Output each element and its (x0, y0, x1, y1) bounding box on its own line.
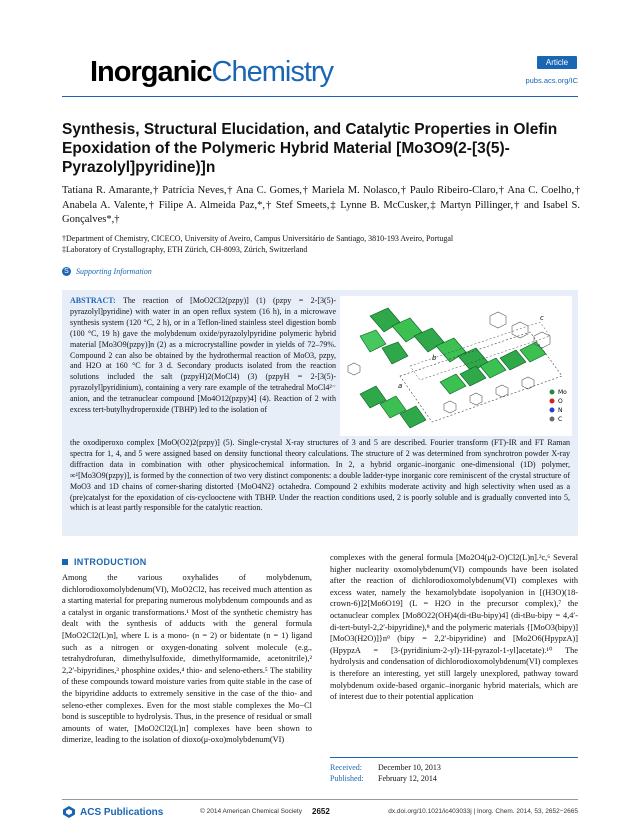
abstract-label: ABSTRACT: (70, 296, 116, 305)
supporting-info-link[interactable] (62, 267, 152, 276)
polyhedra-chain-lower (360, 386, 426, 428)
doi-citation[interactable]: dx.doi.org/10.1021/ic403033j | Inorg. Chem. 2014, 53, 2652−2665 (388, 808, 578, 815)
axis-label-c: c (540, 314, 544, 322)
received-date: December 10, 2013 (378, 763, 441, 772)
article-title: Synthesis, Structural Elucidation, and Catalytic Properties in Olefin Epoxidation of the Polymeric Hybrid Material [Mo3O9(2-[3(5)-Pyrazolyl]pyridine)]n (62, 121, 558, 176)
legend-dot-n (550, 408, 555, 413)
copyright: © 2014 American Chemical Society (200, 808, 302, 815)
abstract-text-side (70, 296, 336, 416)
affiliation-2: ‡Laboratory of Crystallography, ETH Zürich, CH-8093, Zürich, Switzerland (62, 245, 308, 254)
received-label: Received: (330, 763, 362, 772)
axis-label-a: a (398, 382, 403, 390)
affiliations (62, 233, 580, 255)
abstract-body-side: The reaction of [MoO2Cl2(pzpy)] (1) (pzpy = 2-[3(5)-pyrazolyl]pyridine) with water in an open reflux system (16 h), in a microwave synthesis system (120 °C, 2 h), or in a Teflon-lined stainless steel digestion bomb (100 °C, 19 h) gave the molybdenum oxide/pyrazolylpyridine polymeric hybrid material [Mo3O9(pzpy)]n (2) as a microcrystalline powder in yields of 72–79%. Compound 2 can also be obtained by the hydrothermal reaction of MoO3, pzpy, and H2O at 160 °C for 3 d. Secondary products isolated from the reaction solutions included the salt (pzpyH)2(MoCl4) (3) (pzpyH = 2-[3(5)-pyrazolyl]pyridinium), containing a very rare example of the tetrahedral MoCl4²⁻ anion, and the tetranuclear compound [Mo4O12(pzpy)4] (4). Reaction of 2 with excess tert-butylhydroperoxide (TBHP) led to the isolation of (70, 296, 336, 415)
affiliation-1: †Department of Chemistry, CICECO, University of Aveiro, Campus Universitário de Santiago, 3810-193 Aveiro, Portugal (62, 234, 454, 243)
supporting-info-icon: S (62, 267, 71, 276)
publication-dates (330, 762, 441, 784)
legend-label-mo: Mo (558, 389, 567, 396)
author-list: Tatiana R. Amarante,† Patrícia Neves,† Ana C. Gomes,† Mariela M. Nolasco,† Paulo Ribeiro-Claro,† Ana C. Coelho,† Anabela A. Valente,† Filipe A. Almeida Paz,*,† Stef Smeets,‡ Lynne B. McCusker,‡ Martyn Pillinger,† and Isabel S. Gonçalves*,† (62, 185, 580, 225)
journal-link[interactable]: pubs.acs.org/IC (525, 76, 578, 85)
crystal-structure-figure (340, 296, 572, 436)
published-date: February 12, 2014 (378, 774, 437, 783)
legend-label-n: N (558, 407, 563, 414)
legend-label-o: O (558, 398, 563, 405)
intro-heading-text: INTRODUCTION (74, 557, 147, 567)
acs-publications-logo[interactable] (62, 805, 163, 819)
dates-divider (330, 757, 578, 758)
section-square-icon (62, 559, 68, 565)
supporting-info-label: Supporting Information (76, 267, 152, 276)
intro-column-right: complexes with the general formula [Mo2O4(μ2-O)Cl2(L)n].²c,⁶ Several higher nuclearity oxomolybdenum(VI) compounds have been isolated after the reaction of dichlorodioxomolybdenum(VI) complexes with excess water, namely the hexamolybdate isopolyanion in [(H3O)(18-crown-6)]2[Mo6O19] (L = H2O in the precursor complex),⁷ the octanuclear complex [Mo8O22(OH)4(di-tBu-bipy)4] (di-tBu-bipy = 4,4′-di-tert-butyl-2,2′-bipyridine),⁸ and the polymeric materials {[MoO3(bipy)][MoO3(H2O)]}n⁹ (bipy = 2,2′-bipyridine) and [Mo2O6(HpypzA)] (HpypzA = [3-(pyridinium-2-yl)-1H-pyrazol-1-yl]acetate).¹⁰ The hydrolysis and condensation of dichlorodioxomolybdenum(VI) complexes is therefore an interesting, yet still largely unexplored, pathway toward molybdenum oxide-based organic–inorganic hybrid materials, which are of interest due to their potential application (330, 553, 578, 702)
header-divider (62, 96, 578, 97)
article-badge: Article (537, 56, 577, 69)
atom-legend (550, 389, 568, 423)
legend-dot-o (550, 399, 555, 404)
acs-logo-icon (62, 805, 76, 819)
journal-title (90, 54, 333, 90)
legend-label-c: C (558, 416, 563, 423)
page-number: 2652 (312, 807, 330, 816)
publisher-name: ACS Publications (80, 806, 164, 818)
journal-title-part2: Chemistry (211, 56, 334, 88)
journal-title-part1: Inorganic (90, 56, 212, 88)
footer-divider (62, 799, 578, 800)
legend-dot-mo (550, 390, 555, 395)
intro-heading (62, 557, 147, 567)
legend-dot-c (550, 417, 555, 422)
published-label: Published: (330, 774, 364, 783)
axis-label-b: b (432, 354, 437, 362)
abstract-text-full: the oxodiperoxo complex [MoO(O2)2(pzpy)] (5). Single-crystal X-ray structures of 3 and 5 are described. Fourier transform (FT)-IR and FT Raman spectra for 1, 4, and 5 were assigned based on density functional theory calculations. The structure of 2 was determined from synchrotron powder X-ray diffraction data in combination with other physicochemical information. In 2, a hybrid organic–inorganic one-dimensional (1D) polymer, ∞¹[Mo3O9(pzpy)], is formed by the connection of two very distinct components: a double ladder-type inorganic core reminiscent of the crystal structure of MoO3 and 1D chains of corner-sharing distorted {MoO4N2} octahedra. Compound 2 exhibits moderate activity and high selectivity when used as a (pre)catalyst for the epoxidation of cis-cyclooctene with TBHP. Under the reaction conditions used, 2 is poorly soluble and is gradually converted into 5, which is at least partly responsible for the catalytic reaction. (70, 438, 570, 513)
polyhedra-chain-upper (360, 308, 488, 372)
toc-graphic (340, 296, 572, 436)
intro-column-left: Among the various oxyhalides of molybdenum, dichlorodioxomolybdenum(VI), MoO2Cl2, has received much attention as a starting material for preparing numerous molybdenum compounds and as a catalyst in organic transformations.¹ Most of the synthetic chemistry has dealt with the synthesis of adducts with the general formula [MoO2Cl2(L)n], where L is a mono- (n = 2) or bidentate (n = 1) ligand such as a nitrogen or oxygen-donating solvent molecule (e.g., tetrahydrofuran, dimethylsulfoxide, dimethylformamide, acetonitrile),² 2,2′-bipyridines,³ phosphine oxides,⁴ thio- and seleno-ethers.⁵ The stability of these compounds toward moisture varies from quite stable in the case of the bipyridine adducts to extremely sensitive in the case of the thio- and seleno-ether complexes. Even for the most stable complexes the Mo−Cl bond is susceptible to hydrolysis. Thus, in the presence of residual or small amounts of water, [MoO2Cl2(L)n] complexes have been shown to dimerize, leading to the isolation of dioxo(μ-oxo)molybdenum(VI) (62, 573, 312, 745)
